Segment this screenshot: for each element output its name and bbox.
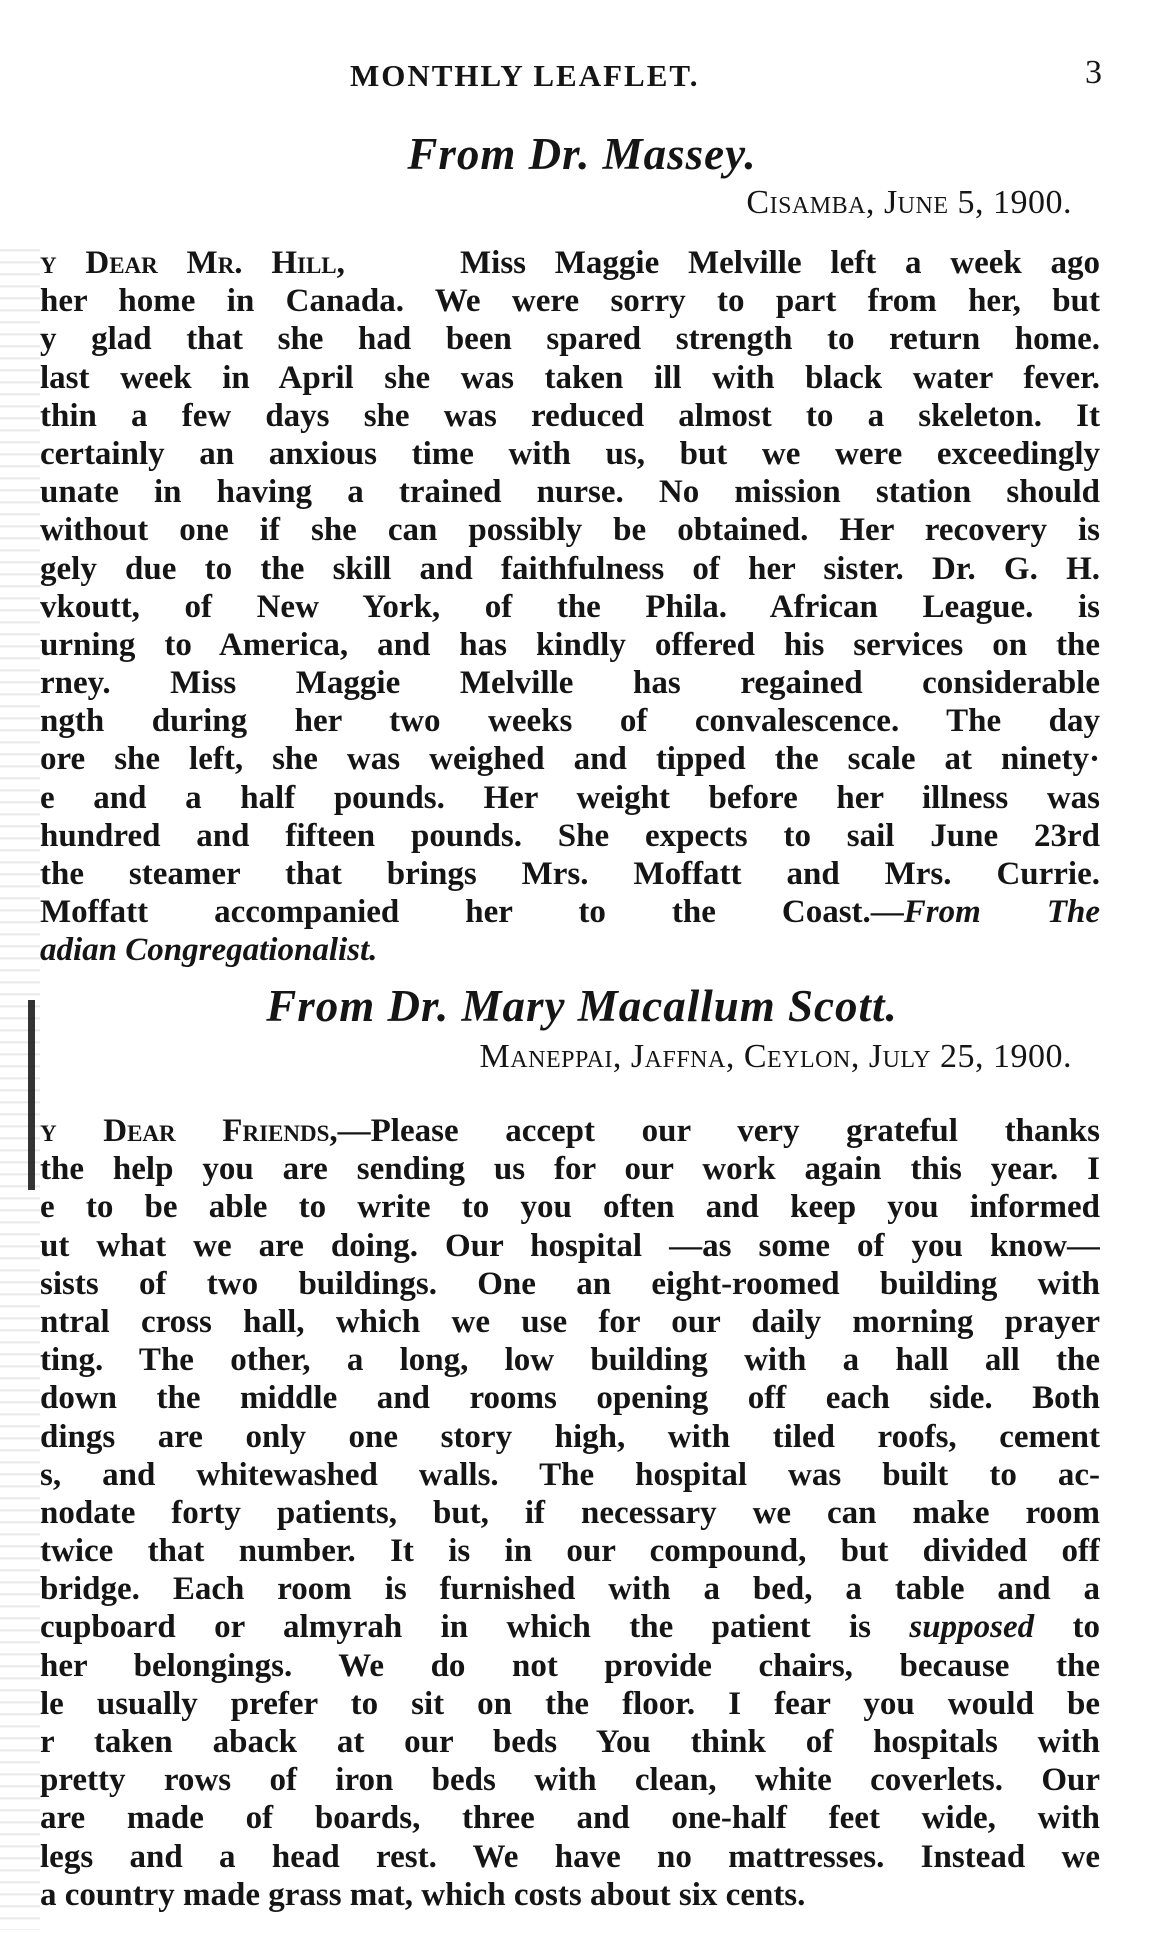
article-title-massey: From Dr. Massey. — [407, 129, 757, 179]
body-line: hundred and fifteen pounds. She expects to sail June 23rd — [40, 817, 1100, 854]
dateline-massey — [746, 184, 1072, 222]
body-line: s, and whitewashed walls. The hospital was built to ac- — [40, 1456, 1100, 1493]
body-line: legs and a head rest. We have no mattresses. Instead we — [40, 1838, 1100, 1875]
body-line: a country made grass mat, which costs about six cents. — [40, 1876, 806, 1913]
body-line: are made of boards, three and one-half feet wide, with — [40, 1800, 1100, 1837]
body-line: the steamer that brings Mrs. Moffatt and Mrs. Currie. — [40, 856, 1100, 892]
body-line: her belongings. We do not provide chairs, because the — [40, 1647, 1100, 1684]
body-line: ntral cross hall, which we use for our daily morning prayer — [40, 1303, 1100, 1340]
article-body-massey — [40, 244, 1100, 970]
body-line: ore she left, she was weighed and tipped the scale at ninety· — [40, 741, 1100, 778]
body-line: y Dear Friends,—Please accept our very grateful thanks — [40, 1113, 1100, 1149]
body-line: rney. Miss Maggie Melville has regained considerable — [40, 665, 1100, 702]
body-line: dings are only one story high, with tiled roofs, cement — [40, 1418, 1100, 1455]
body-line: e and a half pounds. Her weight before her illness was — [40, 779, 1100, 816]
body-line: sists of two buildings. One an eight-roomed building with — [40, 1265, 1100, 1302]
body-line: bridge. Each room is furnished with a bed, a table and a — [40, 1571, 1100, 1608]
body-line: e to be able to write to you often and keep you informed — [40, 1189, 1100, 1226]
page-header — [0, 54, 1164, 98]
dateline-scott — [480, 1038, 1072, 1076]
source-line: adian Congregationalist. — [40, 932, 378, 969]
salutation: y Dear Friends, — [40, 1113, 338, 1149]
body-line: y Dear Mr. Hill, Miss Maggie Melville left a week ago — [40, 245, 1100, 281]
dateline-date: July 25, 1900. — [868, 1038, 1072, 1075]
emphasis-supposed: supposed — [909, 1609, 1035, 1646]
body-line: urning to America, and has kindly offered his services on the — [40, 626, 1100, 663]
body-line: twice that number. It is in our compound, but divided off — [40, 1533, 1100, 1570]
body-line: down the middle and rooms opening off each side. Both — [40, 1380, 1100, 1417]
body-line: her home in Canada. We were sorry to part from her, but — [40, 283, 1100, 320]
body-line: the help you are sending us for our work again this year. I — [40, 1151, 1100, 1188]
body-line: gely due to the skill and faithfulness of her sister. Dr. G. H. — [40, 550, 1100, 587]
salutation: y Dear Mr. Hill, — [40, 245, 345, 281]
body-line: pretty rows of iron beds with clean, white coverlets. Our — [40, 1762, 1100, 1799]
body-line: thin a few days she was reduced almost to a skeleton. It — [40, 397, 1100, 434]
body-line: le usually prefer to sit on the floor. I fear you would be — [40, 1685, 1100, 1722]
body-line: ngth during her two weeks of convalescence. The day — [40, 703, 1100, 740]
body-line: unate in having a trained nurse. No mission station should — [40, 474, 1100, 511]
article-body-scott — [40, 1112, 1100, 1914]
body-line: vkoutt, of New York, of the Phila. African League. is — [40, 588, 1100, 625]
body-line: nodate forty patients, but, if necessary we can make room — [40, 1494, 1100, 1531]
body-line: r taken aback at our beds You think of hospitals with — [40, 1724, 1100, 1760]
dateline-place: Maneppai, Jaffna, Ceylon, — [479, 1038, 860, 1075]
source-prefix: From The — [903, 894, 1100, 931]
dateline-place: Cisamba, — [746, 184, 875, 221]
dateline-date: June 5, 1900. — [883, 184, 1072, 221]
article-title-scott: From Dr. Mary Macallum Scott. — [266, 981, 898, 1031]
running-head: MONTHLY LEAFLET. — [350, 58, 700, 93]
body-line: without one if she can possibly be obtained. Her recovery is — [40, 512, 1100, 549]
body-line: cupboard or almyrah in which the patient is supposed to — [40, 1609, 1100, 1646]
body-line: certainly an anxious time with us, but we were exceedingly — [40, 435, 1100, 472]
body-line: last week in April she was taken ill with black water fever. — [40, 359, 1100, 396]
body-line: ting. The other, a long, low building with a hall all the — [40, 1342, 1100, 1379]
body-line: Moffatt accompanied her to the Coast.—From The — [40, 894, 1100, 931]
body-line: ut what we are doing. Our hospital —as some of you know— — [40, 1227, 1100, 1264]
page-number: 3 — [1085, 54, 1102, 91]
body-line: y glad that she had been spared strength to return home. — [40, 321, 1100, 358]
